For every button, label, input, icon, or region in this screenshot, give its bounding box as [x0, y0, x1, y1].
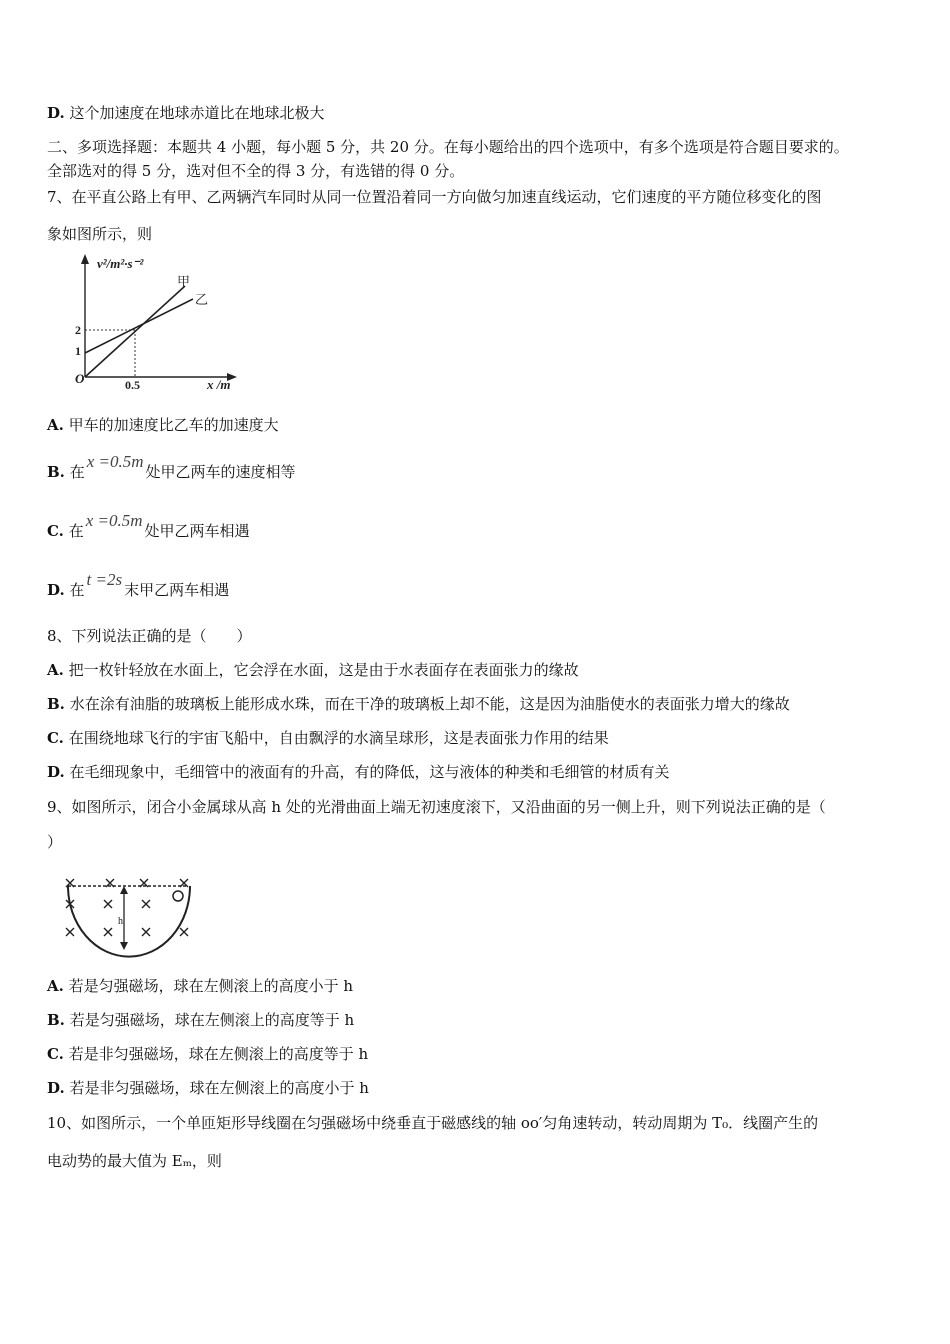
option-label: A. [47, 416, 64, 434]
option-post: 处甲乙两车相遇 [144, 522, 250, 540]
height-arrow-up [120, 886, 128, 894]
option-pre: 在 [68, 522, 84, 540]
option-label: D. [47, 104, 65, 122]
q8-option-d [47, 762, 670, 782]
y-axis-arrow [81, 254, 89, 264]
option-label: D. [47, 1079, 65, 1097]
q8-option-b [47, 694, 790, 714]
option-text: 若是非匀强磁场，球在左侧滚上的高度等于 h [68, 1045, 369, 1063]
section-heading-line1: 二、多项选择题：本题共 4 小题，每小题 5 分，共 20 分。在每小题给出的四个选项中，有多个选项是符合题目要求的。 [47, 138, 849, 156]
option-text: 在围绕地球飞行的宇宙飞船中，自由飘浮的水滴呈球形，这是表面张力作用的结果 [68, 729, 609, 747]
option-text: 若是匀强磁场，球在左侧滚上的高度等于 h [69, 1011, 355, 1029]
x-axis-label: x /m [207, 377, 231, 392]
option-formula: t =2s [86, 570, 123, 589]
option-pre: 在 [69, 463, 85, 481]
option-text: 这个加速度在地球赤道比在地球北极大 [69, 104, 325, 122]
q9-option-c [47, 1044, 368, 1064]
section-heading-line2: 全部选对的得 5 分，选对但不全的得 3 分，有选错的得 0 分。 [47, 162, 465, 180]
q9-bowl-figure [58, 872, 203, 960]
option-text: 甲车的加速度比乙车的加速度大 [68, 416, 279, 434]
option-text: 把一枚针轻放在水面上，它会浮在水面，这是由于水表面存在表面张力的缘故 [68, 661, 579, 679]
tick-y-1: 1 [75, 344, 81, 358]
option-label: D. [47, 763, 65, 781]
q7-stem-line1: 7、在平直公路上有甲、乙两辆汽车同时从同一位置沿着同一方向做匀加速直线运动，它们速度的平方随位移变化的图 [47, 188, 822, 206]
option-label: C. [47, 522, 64, 540]
option-post: 末甲乙两车相遇 [124, 581, 230, 599]
option-label: A. [47, 661, 64, 679]
q7-option-c [47, 511, 250, 541]
option-formula: x =0.5m [85, 511, 143, 530]
bowl-curve [68, 886, 190, 957]
q7-option-d [47, 570, 230, 600]
height-label: h [118, 916, 123, 927]
q9-option-d [47, 1078, 369, 1098]
magnetic-field-crosses [66, 879, 188, 936]
option-label: C. [47, 729, 64, 747]
option-text: 水在涂有油脂的玻璃板上能形成水珠，而在干净的玻璃板上却不能，这是因为油脂使水的表面张力增大的缘故 [69, 695, 790, 713]
q9-stem-line1: 9、如图所示，闭合小金属球从高 h 处的光滑曲面上端无初速度滚下，又沿曲面的另一侧上升，则下列说法正确的是（ [47, 798, 826, 816]
line-yi [85, 299, 193, 353]
q8-stem: 8、下列说法正确的是（ ） [47, 627, 252, 645]
option-text: 若是匀强磁场，球在左侧滚上的高度小于 h [68, 977, 354, 995]
option-label: D. [47, 581, 65, 599]
q8-option-a [47, 660, 579, 680]
option-text: 在毛细现象中，毛细管中的液面有的升高，有的降低，这与液体的种类和毛细管的材质有关 [69, 763, 670, 781]
option-label: C. [47, 1045, 64, 1063]
option-post: 处甲乙两车的速度相等 [145, 463, 296, 481]
option-label: B. [47, 1011, 65, 1029]
q10-stem-line2: 电动势的最大值为 Eₘ，则 [47, 1152, 222, 1170]
q9-option-b [47, 1010, 354, 1030]
option-label: A. [47, 977, 64, 995]
q7-graph-figure [45, 252, 245, 392]
q8-option-c [47, 728, 609, 748]
origin-label: O [75, 371, 85, 386]
tick-x-05: 0.5 [125, 378, 140, 392]
option-text: 若是非匀强磁场，球在左侧滚上的高度小于 h [69, 1079, 369, 1097]
height-arrow-down [120, 942, 128, 950]
label-jia: 甲 [177, 274, 191, 289]
q10-stem-line1: 10、如图所示，一个单匝矩形导线圈在匀强磁场中绕垂直于磁感线的轴 oo′匀角速转动，转动周期为 T₀．线圈产生的 [47, 1114, 819, 1132]
y-axis-label: v²/m²·s⁻² [97, 256, 144, 271]
option-pre: 在 [69, 581, 85, 599]
tick-y-2: 2 [75, 323, 81, 337]
q9-stem-line2: ） [47, 833, 63, 851]
metal-ball [173, 891, 183, 901]
q6-option-d [47, 103, 325, 123]
option-label: B. [47, 463, 65, 481]
q7-option-b [47, 452, 296, 482]
q9-option-a [47, 976, 353, 996]
option-formula: x =0.5m [86, 452, 144, 471]
q7-stem-line2: 象如图所示，则 [47, 225, 153, 243]
label-yi: 乙 [195, 292, 209, 307]
q7-option-a [47, 415, 279, 435]
option-label: B. [47, 695, 65, 713]
